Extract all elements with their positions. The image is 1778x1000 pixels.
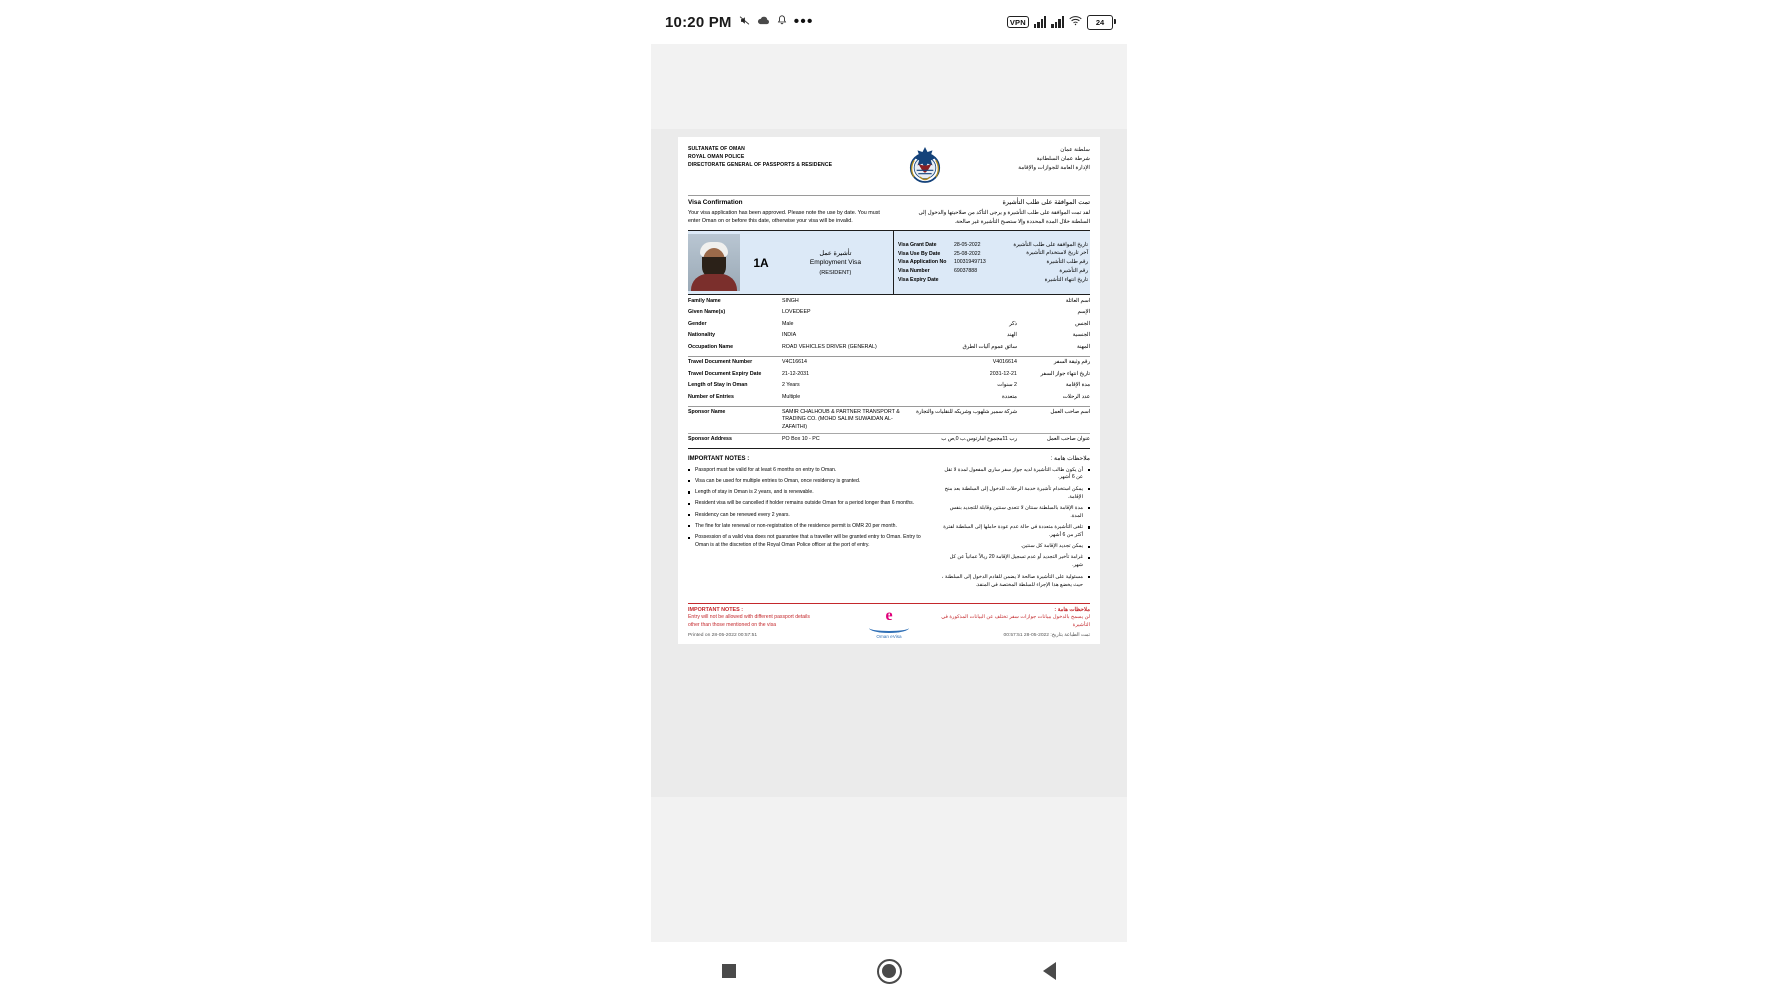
document-header [688, 143, 1090, 192]
number-of-entries-label: Number of Entries [688, 393, 734, 400]
back-button[interactable] [1043, 962, 1056, 980]
page-top-gap [651, 44, 1127, 129]
home-button[interactable] [877, 959, 902, 984]
given-names-label: Given Name(s) [688, 309, 726, 316]
cloud-icon [757, 14, 770, 30]
applicant-photo [688, 234, 740, 291]
sponsor-address-value-ar: رب 11مجموع امارتوس.ب 0,ص ب [907, 433, 1017, 445]
confirmation-title-ar: تمت الموافقة على طلب التأشيرة [1002, 199, 1090, 206]
gender-label: Gender [688, 320, 707, 327]
section-divider-3 [688, 448, 1090, 449]
travel-document-number-label: Travel Document Number [688, 359, 753, 366]
document-footer [688, 604, 1090, 641]
travel-document-expiry-value: 21-12-2031 [781, 370, 810, 377]
header-en-line-3: DIRECTORATE GENERAL OF PASSPORTS & RESIDENCE [688, 161, 833, 168]
visa-dates-table [894, 231, 1090, 294]
header-ar-line-1: سلطنة عمان [1060, 147, 1090, 153]
visa-grant-date-label: Visa Grant Date [898, 242, 937, 249]
nationality-value-ar: الهند [1006, 332, 1017, 339]
visa-application-no-label: Visa Application No [898, 259, 947, 266]
occupation-value-ar: سائق عموم آليات الطرق [962, 343, 1017, 350]
visa-expiry-date-label-ar: تاريخ انتهاء التأشيرة [1044, 277, 1088, 284]
header-en-line-1: SULTANATE OF OMAN [688, 146, 745, 152]
android-navigation-bar [651, 942, 1127, 1000]
list-item: Residency can be renewed every 2 years. [688, 512, 925, 520]
notes-columns [688, 467, 1090, 593]
visa-type-ar: تأشيرة عمل [819, 249, 852, 257]
sponsor-address-value: PO Box 10 - PC [782, 433, 907, 445]
visa-type-en: Employment Visa [809, 259, 861, 267]
sponsor-address-label: Sponsor Address [688, 433, 782, 445]
vpn-badge: VPN [1007, 16, 1029, 28]
travel-document-number-value-ar: V4016614 [992, 359, 1017, 366]
travel-document-expiry-value-ar: 2031-12-21 [989, 370, 1017, 377]
occupation-value: ROAD VEHICLES DRIVER (GENERAL) [781, 343, 877, 350]
list-item: Length of stay in Oman is 2 years, and is renewable. [688, 489, 925, 497]
length-of-stay-label: Length of Stay in Oman [688, 382, 748, 389]
table-row [688, 318, 1090, 330]
gender-label-ar: الجنس [1075, 320, 1090, 327]
number-of-entries-label-ar: عدد الرحلات [1062, 393, 1090, 400]
status-bar [651, 0, 1127, 44]
list-item: مدة الإقامة بالسلطنة سنتان لا تتعدى سنتين وقابلة للتجديد بنفس المدة. [941, 505, 1090, 521]
visa-expiry-date-value [954, 277, 1010, 284]
family-name-label: Family Name [688, 297, 721, 304]
footer-english [688, 607, 846, 640]
page-bottom-gap [651, 797, 1127, 942]
footer-line-en-2: other than those mentioned on the visa [688, 621, 777, 628]
list-item: يمكن استخدام تأشيرة خدمة الرحلات للدخول إلى السلطنة بعد منح الإقامة. [941, 486, 1090, 502]
bell-icon [777, 14, 787, 30]
status-bar-left [665, 14, 813, 31]
table-row [688, 369, 1090, 381]
list-item: تلغى التأشيرة متعددة في حالة عدم عودة حاملها إلى السلطنة لفترة أكثر من 6 أشهر. [941, 524, 1090, 540]
footer-title-en: IMPORTANT NOTES : [688, 606, 744, 613]
travel-document-expiry-label-ar: تاريخ انتهاء جواز السفر [1040, 370, 1090, 377]
travel-document-number-value: V4C16614 [781, 359, 808, 366]
status-bar-right [1007, 14, 1113, 30]
family-name-value-ar [907, 295, 1017, 307]
notes-title-ar: ملاحظات هامة : [1050, 456, 1090, 463]
visa-application-no-value: 10031949713 [954, 259, 986, 266]
table-row [688, 330, 1090, 342]
list-item: يمكن تجديد الإقامة كل سنتين. [941, 543, 1090, 551]
battery-icon [1087, 15, 1113, 30]
sponsor-name-value: SAMIR CHALHOUB & PARTNER TRANSPORT & TRADING CO. (MOHD SALIM SUWAIDAN AL-ZAFAITHI) [781, 409, 900, 430]
status-clock: 10:20 PM [665, 13, 732, 31]
length-of-stay-value: 2 Years [781, 382, 800, 389]
list-item: Visa can be used for multiple entries to Oman, once residency is granted. [688, 478, 925, 486]
confirmation-text-ar: لقد تمت الموافقة على طلب التأشيرة و يرجى التأكد من صلاحيتها والدخول إلى السلطنة خلال المدة المحددة وإلا ستصبح التأشيرة غير صالحة. [918, 209, 1090, 225]
visa-dates-labels-en [898, 234, 954, 291]
list-item: Resident visa will be cancelled if holder remains outside Oman for a period longer than 6 months. [688, 500, 925, 508]
mute-icon [739, 14, 750, 30]
gender-value: Male [781, 320, 794, 327]
visa-dates-values [954, 234, 1010, 291]
family-name-label-ar: اسم العائلة [1065, 297, 1090, 304]
gender-value-ar: ذكر [1009, 320, 1017, 327]
wifi-icon [1069, 14, 1082, 30]
given-names-label-ar: الإسم [1077, 309, 1090, 316]
list-item: مسئولية على التأشيرة صالحة لا يضمن للقادم الدخول إلى السلطنة ، حيث يخضع هذا الإجراء للسلطة المختصة في المنفذ. [941, 574, 1090, 590]
table-row [688, 407, 1090, 433]
sponsor-address-label-ar: عنوان صاحب العمل [1017, 433, 1090, 445]
visa-document [678, 137, 1100, 644]
occupation-label: Occupation Name [688, 343, 734, 350]
notes-title-en: IMPORTANT NOTES : [688, 456, 750, 463]
header-english [688, 146, 832, 170]
header-ar-line-3: الإدارة العامة للجوازات والإقامة [1018, 164, 1090, 171]
length-of-stay-label-ar: مدة الإقامة [1065, 382, 1090, 389]
printed-on-ar: تمت الطباعة بتاريخ: 2022-05-28 00:57:51 [1003, 632, 1090, 638]
visa-grant-date-label-ar: تاريخ الموافقة على طلب التأشيرة [1013, 241, 1088, 248]
visa-dates-labels-ar [1010, 234, 1088, 291]
given-names-value-ar [907, 307, 1017, 319]
list-item: غرامة تأخير التجديد أو عدم تسجيل الإقامة 20 ريالاً عمانياً عن كل شهر. [941, 554, 1090, 570]
evisa-logo-letter: e [885, 606, 893, 624]
given-names-value: LOVEDEEP [781, 309, 811, 316]
list-item: The fine for late renewal or non-registration of the residence permit is OMR 20 per month. [688, 523, 925, 531]
confirmation-title-en: Visa Confirmation [688, 199, 743, 206]
visa-summary-band [688, 230, 1090, 295]
list-item: أن يكون طالب التأشيرة لديه جواز سفر ساري المفعول لمدة لا تقل عن 6 أشهر. [941, 467, 1090, 483]
visa-grant-date-value: 28-05-2022 [954, 242, 981, 249]
family-name-value: SINGH [781, 297, 799, 304]
table-row [688, 307, 1090, 319]
visa-expiry-date-label: Visa Expiry Date [898, 276, 939, 283]
table-row [688, 380, 1090, 392]
visa-use-by-date-value: 25-08-2022 [954, 250, 981, 257]
occupation-label-ar: المهنة [1076, 343, 1090, 350]
table-row [688, 342, 1090, 354]
sponsor-name-label-ar: اسم صاحب العمل [1050, 409, 1090, 416]
signal-bars-icon-2 [1051, 16, 1064, 28]
overflow-dots-icon: ••• [793, 13, 814, 30]
confirmation-text-en: Your visa application has been approved. Please note the use by date. You must enter Oman on or before this date, otherwise your visa will be invalid. [688, 209, 880, 224]
royal-oman-police-emblem [900, 142, 950, 192]
length-of-stay-value-ar: 2 سنوات [997, 382, 1017, 389]
nationality-value: INDIA [781, 332, 797, 339]
visa-type-sub: (RESIDENT) [819, 269, 852, 276]
visa-use-by-date-label: Visa Use By Date [898, 250, 941, 257]
evisa-logo-swoosh [869, 623, 909, 633]
evisa-logo-caption: Oman eVisa [876, 634, 902, 640]
notes-list-en [688, 467, 925, 593]
travel-document-number-label-ar: رقم وثيقة السفر [1053, 359, 1090, 366]
table-row [688, 392, 1090, 404]
notes-header [688, 455, 1090, 463]
visa-number-label: Visa Number [898, 268, 930, 275]
footer-line-ar-1: لن يسمح بالدخول ببيانات جوازات سفر تختلف عن البيانات المذكورة في التأشيرة [941, 614, 1090, 628]
confirmation-body [688, 209, 1090, 231]
visa-number-label-ar: رقم التأشيرة [1059, 268, 1088, 275]
sponsor-name-value-ar: شركة سمير شلهوب وشريكه للنقليات والتجارة [916, 409, 1017, 416]
phone-viewport [651, 0, 1127, 1000]
sponsor-name-label: Sponsor Name [688, 409, 726, 416]
printed-on-en: Printed on 28-05-2022 00:57:51 [688, 633, 758, 639]
list-item: Passport must be valid for at least 6 months on entry to Oman. [688, 467, 925, 475]
travel-details-table [688, 357, 1090, 403]
travel-document-expiry-label: Travel Document Expiry Date [688, 370, 762, 377]
table-row [688, 295, 1090, 307]
visa-use-by-date-label-ar: آخر تاريخ لاستخدام التأشيرة [1026, 250, 1088, 257]
nationality-label-ar: الجنسية [1072, 332, 1090, 339]
number-of-entries-value-ar: متعددة [1001, 393, 1017, 400]
header-arabic [1018, 146, 1090, 173]
personal-details-table [688, 295, 1090, 353]
sponsor-details-table [688, 407, 1090, 445]
nationality-label: Nationality [688, 332, 716, 339]
table-row [688, 357, 1090, 369]
footer-arabic [932, 607, 1090, 640]
header-en-line-2: ROYAL OMAN POLICE [688, 153, 745, 160]
list-item: Possession of a valid visa does not guarantee that a traveller will be granted entry to Oman. Entry to Oman is at the discretion of the Royal Oman Police officer at the port of entry. [688, 534, 925, 550]
battery-level: 24 [1095, 17, 1105, 27]
visa-application-no-label-ar: رقم طلب التأشيرة [1046, 259, 1088, 266]
visa-number-value: 69037888 [954, 268, 978, 275]
confirmation-titles [688, 196, 1090, 209]
footer-title-ar: ملاحظات هامة : [1054, 606, 1090, 613]
signal-bars-icon [1034, 16, 1047, 28]
visa-type-block [778, 231, 893, 294]
table-row [688, 433, 1090, 445]
footer-line-en-1: Entry will not be allowed with different passport details [688, 614, 810, 621]
number-of-entries-value: Multiple [781, 393, 801, 400]
evisa-logo [856, 607, 923, 641]
visa-code: 1A [753, 255, 769, 270]
header-ar-line-2: شرطة عمان السلطانية [1036, 155, 1090, 162]
notes-list-ar [941, 467, 1090, 593]
recents-button[interactable] [722, 964, 736, 978]
